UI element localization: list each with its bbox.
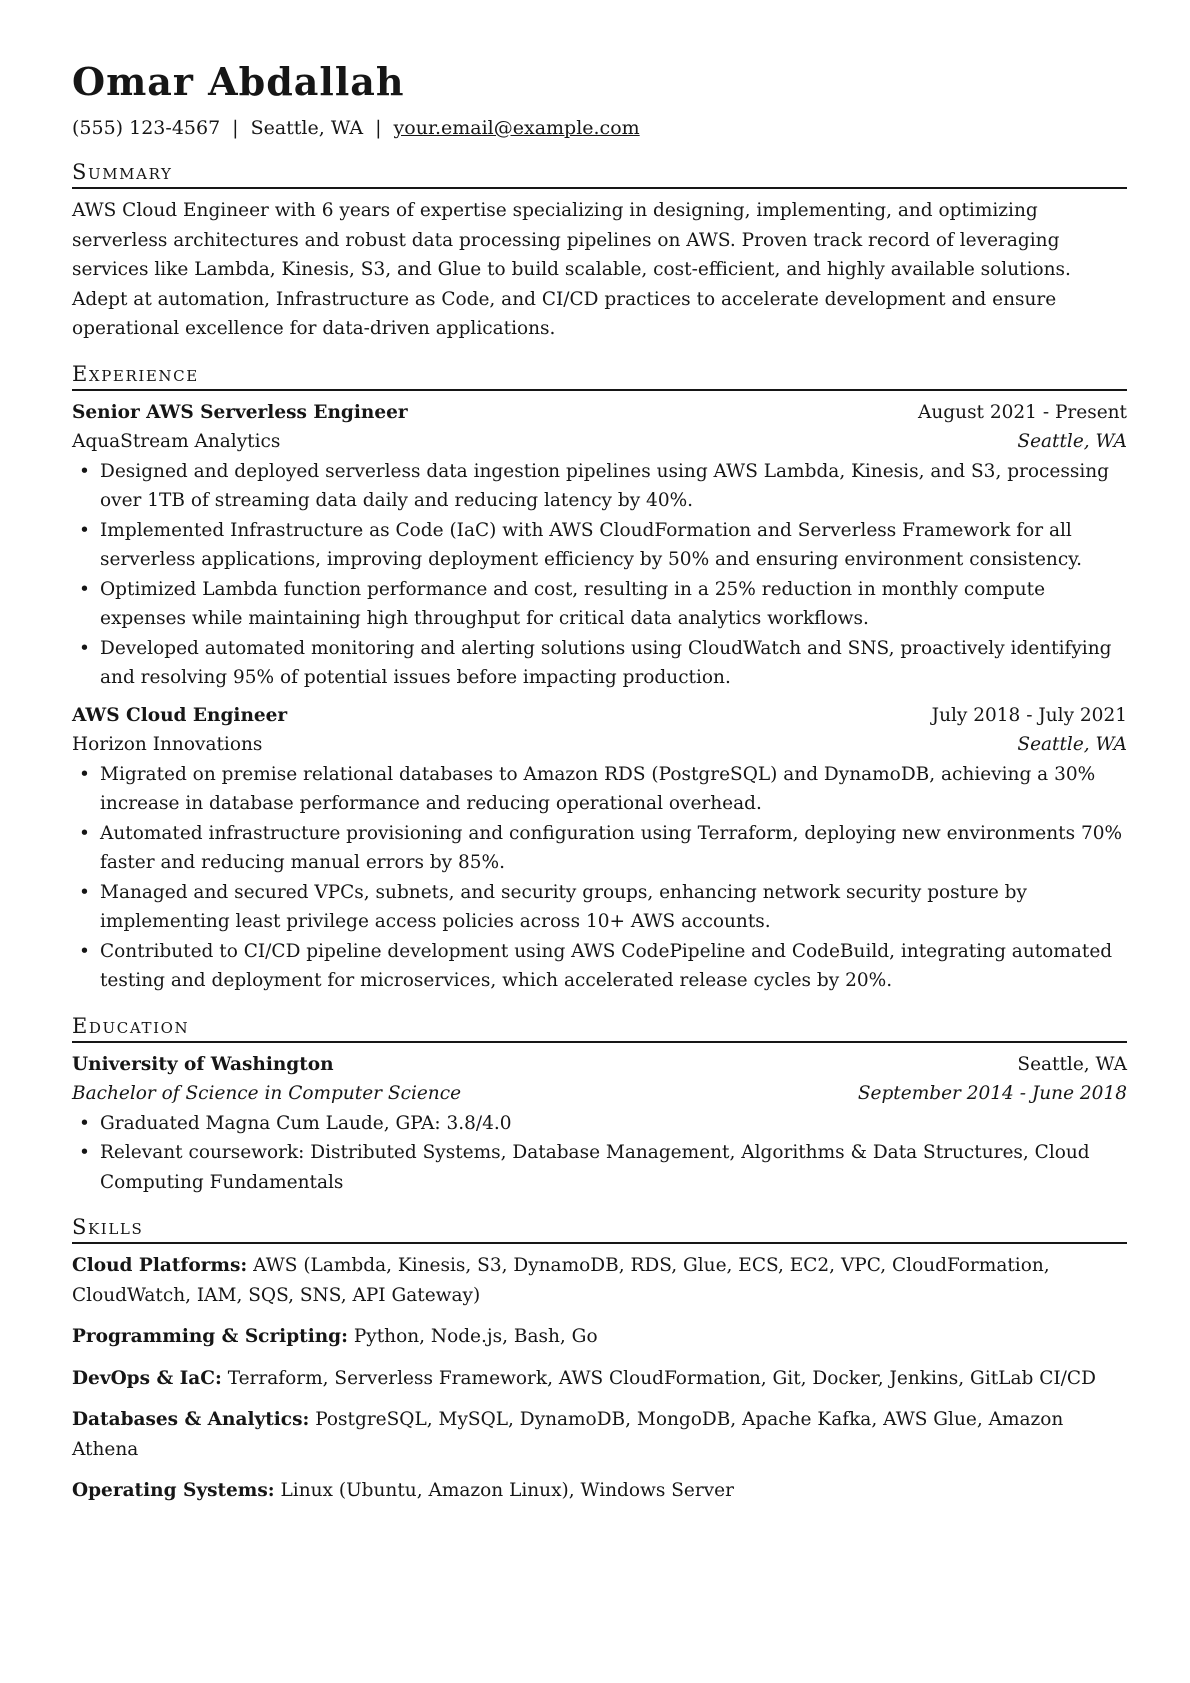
education-section — [72, 1012, 1127, 1198]
skill-line — [72, 1476, 1127, 1506]
job-dates: July 2018 - July 2021 — [931, 704, 1127, 726]
contact-separator: | — [232, 117, 239, 139]
skill-value: Python, Node.js, Bash, Go — [353, 1326, 598, 1347]
skill-label: Operating Systems: — [72, 1480, 275, 1501]
job-title-row — [72, 398, 1127, 428]
bullet-item: • Relevant coursework: Distributed Systems, Database Management, Algorithms & Data Structures, Cloud Computing Fundamentals — [72, 1138, 1127, 1197]
bullet-item: • Designed and deployed serverless data ingestion pipelines using AWS Lambda, Kinesis, and S3, processing over 1TB of streaming data daily and reducing latency by 40%. — [72, 457, 1127, 516]
summary-section — [72, 158, 1127, 344]
skill-line — [72, 1364, 1127, 1394]
job-title: AWS Cloud Engineer — [72, 704, 288, 726]
contact-location: Seattle, WA — [250, 117, 364, 139]
skills-list — [72, 1251, 1127, 1506]
summary-heading: Summary — [72, 158, 1127, 189]
bullet-item: • Developed automated monitoring and alerting solutions using CloudWatch and SNS, proactively identifying and resolving 95% of potential issues before impacting production. — [72, 634, 1127, 693]
phone-number: (555) 123-4567 — [72, 117, 221, 139]
education-dates: September 2014 - June 2018 — [857, 1083, 1127, 1104]
school-name: University of Washington — [72, 1053, 334, 1075]
bullet-item: • Contributed to CI/CD pipeline development using AWS CodePipeline and CodeBuild, integrating automated testing and deployment for microservices, which accelerated release cycles by 20%. — [72, 937, 1127, 996]
skill-label: Cloud Platforms: — [72, 1255, 248, 1276]
job-company: AquaStream Analytics — [72, 431, 281, 452]
skills-heading: Skills — [72, 1213, 1127, 1244]
bullet-item: • Implemented Infrastructure as Code (IaC) with AWS CloudFormation and Serverless Framework for all serverless applications, improving deployment efficiency by 50% and ensuring environment consistency. — [72, 516, 1127, 575]
skill-line — [72, 1251, 1127, 1310]
education-entry — [72, 1050, 1127, 1198]
skill-value: Terraform, Serverless Framework, AWS CloudFormation, Git, Docker, Jenkins, GitLab CI/CD — [227, 1367, 1096, 1389]
school-row — [72, 1050, 1127, 1080]
job-company-row — [72, 730, 1127, 760]
skill-value: Linux (Ubuntu, Amazon Linux), Windows Server — [280, 1480, 734, 1501]
summary-text: AWS Cloud Engineer with 6 years of expertise specializing in designing, implementing, and optimizing serverless architectures and robust data processing pipelines on AWS. Proven track record of leveraging services like Lambda, Kinesis, S3, and Glue to build scalable, cost-efficient, and highly available solutions. Adept at automation, Infrastructure as Code, and CI/CD practices to accelerate development and ensure operational excellence for data-driven applications. — [72, 200, 1071, 339]
job-entry — [72, 398, 1127, 693]
degree-row — [72, 1079, 1127, 1109]
job-entry — [72, 701, 1127, 996]
experience-section — [72, 360, 1127, 996]
bullet-item: • Optimized Lambda function performance and cost, resulting in a 25% reduction in monthly compute expenses while maintaining high throughput for critical data analytics workflows. — [72, 575, 1127, 634]
bullet-item: • Graduated Magna Cum Laude, GPA: 3.8/4.0 — [72, 1109, 1127, 1139]
email-link[interactable]: your.email@example.com — [393, 117, 640, 139]
degree-name: Bachelor of Science in Computer Science — [72, 1083, 462, 1104]
job-company: Horizon Innovations — [72, 734, 263, 755]
job-title-row — [72, 701, 1127, 731]
education-bullets — [72, 1109, 1127, 1198]
skill-label: Programming & Scripting: — [72, 1326, 348, 1347]
job-location: Seattle, WA — [1017, 734, 1127, 755]
skill-label: Databases & Analytics: — [72, 1409, 310, 1430]
job-company-row — [72, 427, 1127, 457]
contact-separator: | — [375, 117, 382, 139]
skill-label: DevOps & IaC: — [72, 1367, 222, 1389]
skills-section — [72, 1213, 1127, 1506]
candidate-name: Omar Abdallah — [72, 59, 405, 104]
bullet-item: • Automated infrastructure provisioning and configuration using Terraform, deploying new environments 70% faster and reducing manual errors by 85%. — [72, 819, 1127, 878]
bullet-item: • Managed and secured VPCs, subnets, and security groups, enhancing network security posture by implementing least privilege access policies across 10+ AWS accounts. — [72, 878, 1127, 937]
skill-line — [72, 1322, 1127, 1352]
experience-heading: Experience — [72, 360, 1127, 391]
education-heading: Education — [72, 1012, 1127, 1043]
skill-value: AWS (Lambda, Kinesis, S3, DynamoDB, RDS, Glue, ECS, EC2, VPC, CloudFormation, CloudWatch, IAM, SQS, SNS, API Gateway) — [72, 1255, 1050, 1306]
job-title: Senior AWS Serverless Engineer — [72, 401, 408, 423]
skill-line — [72, 1405, 1127, 1464]
job-location: Seattle, WA — [1017, 431, 1127, 452]
job-dates: August 2021 - Present — [918, 401, 1127, 423]
job-bullets — [72, 457, 1127, 693]
skill-value: PostgreSQL, MySQL, DynamoDB, MongoDB, Apache Kafka, AWS Glue, Amazon Athena — [72, 1409, 1064, 1460]
contact-line — [72, 114, 1127, 142]
school-location: Seattle, WA — [1017, 1053, 1127, 1075]
job-bullets — [72, 760, 1127, 996]
resume-page — [72, 56, 1127, 1506]
bullet-item: • Migrated on premise relational databases to Amazon RDS (PostgreSQL) and DynamoDB, achieving a 30% increase in database performance and reducing operational overhead. — [72, 760, 1127, 819]
